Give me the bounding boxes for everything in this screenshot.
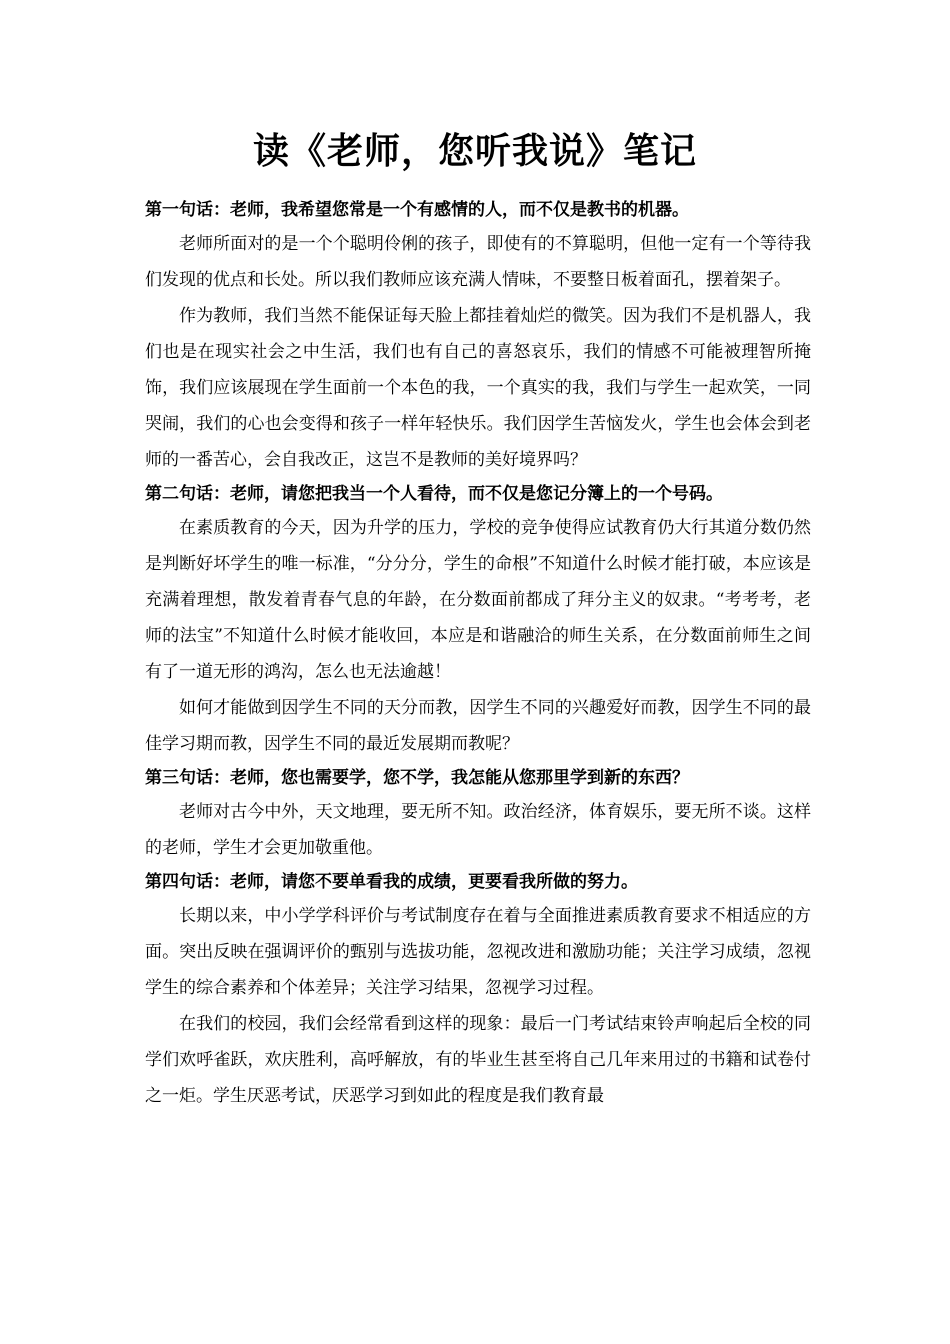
paragraph: 如何才能做到因学生不同的天分而教，因学生不同的兴趣爱好而教，因学生不同的最佳学习期而教，因学生不同的最近发展期而教呢？ <box>145 698 811 754</box>
section-heading: 第三句话：老师，您也需要学，您不学，我怎能从您那里学到新的东西？ <box>145 768 689 788</box>
document-body <box>145 194 811 1114</box>
paragraph: 在素质教育的今天，因为升学的压力，学校的竞争使得应试教育仍大行其道分数仍然是判断好坏学生的唯一标准，“分分分，学生的命根”不知道什么时候才能打破，本应该是充满着理想，散发着青春气息的年龄，在分数面前都成了拜分主义的奴隶。“考考考，老师的法宝”不知道什么时候才能收回，本应是和谐融洽的师生关系，在分数面前师生之间有了一道无形的鸿沟，怎么也无法逾越！ <box>145 518 811 682</box>
section-2 <box>145 478 811 762</box>
paragraph: 老师所面对的是一个个聪明伶俐的孩子，即使有的不算聪明，但他一定有一个等待我们发现的优点和长处。所以我们教师应该充满人情味，不要整日板着面孔，摆着架子。 <box>145 234 811 290</box>
paragraph: 在我们的校园，我们会经常看到这样的现象：最后一门考试结束铃声响起后全校的同学们欢呼雀跃，欢庆胜利，高呼解放，有的毕业生甚至将自己几年来用过的书籍和试卷付之一炬。学生厌恶考试，厌恶学习到如此的程度是我们教育最 <box>145 1014 811 1106</box>
section-3 <box>145 762 811 866</box>
paragraph: 作为教师，我们当然不能保证每天脸上都挂着灿烂的微笑。因为我们不是机器人，我们也是在现实社会之中生活，我们也有自己的喜怒哀乐，我们的情感不可能被理智所掩饰，我们应该展现在学生面前一个本色的我，一个真实的我，我们与学生一起欢笑，一同哭闹，我们的心也会变得和孩子一样年轻快乐。我们因学生苦恼发火，学生也会体会到老师的一番苦心，会自我改正，这岂不是教师的美好境界吗？ <box>145 306 811 470</box>
section-4 <box>145 866 811 1114</box>
section-1 <box>145 194 811 478</box>
paragraph: 老师对古今中外，天文地理，要无所不知。政治经济，体育娱乐，要无所不谈。这样的老师，学生才会更加敬重他。 <box>145 802 811 858</box>
paragraph: 长期以来，中小学学科评价与考试制度存在着与全面推进素质教育要求不相适应的方面。突出反映在强调评价的甄别与选拔功能，忽视改进和激励功能；关注学习成绩，忽视学生的综合素养和个体差异；关注学习结果，忽视学习过程。 <box>145 906 811 998</box>
section-heading: 第四句话：老师，请您不要单看我的成绩，更要看我所做的努力。 <box>145 872 638 892</box>
section-heading: 第一句话：老师，我希望您常是一个有感情的人，而不仅是教书的机器。 <box>145 200 689 220</box>
document-title: 读《老师，您听我说》笔记 <box>252 130 697 172</box>
section-heading: 第二句话：老师，请您把我当一个人看待，而不仅是您记分簿上的一个号码。 <box>145 484 723 504</box>
